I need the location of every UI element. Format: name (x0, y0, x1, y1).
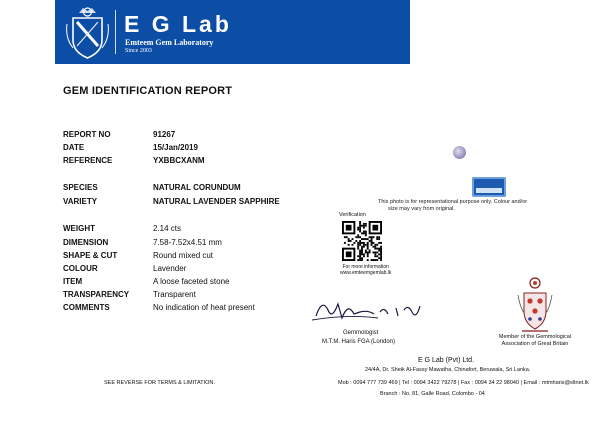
photo-disclaimer (378, 199, 527, 213)
verification-url[interactable]: www.emteemgemlab.lk (340, 270, 392, 276)
label-weight: WEIGHT (63, 224, 95, 233)
value-species: NATURAL CORUNDUM (153, 183, 241, 192)
value-colour: Lavender (153, 264, 187, 273)
label-date: DATE (63, 143, 85, 152)
label-reference: REFERENCE (63, 156, 113, 165)
label-species: SPECIES (63, 183, 98, 192)
value-transparency: Transparent (153, 290, 196, 299)
photo-disclaimer-line2: size may vary from original. (388, 206, 455, 212)
company-branch: Branch : No. 81, Galle Road, Colombo - 04 (380, 391, 485, 397)
hologram-seal (472, 177, 506, 197)
value-weight: 2.14 cts (153, 224, 182, 233)
verification-info-line1: For more information (342, 264, 389, 270)
gemmological-association-crest (516, 275, 554, 335)
value-variety: NATURAL LAVENDER SAPPHIRE (153, 197, 280, 206)
lab-header-banner (55, 0, 410, 64)
label-variety: VARIETY (63, 197, 98, 206)
verification-label: Verification (339, 212, 366, 218)
value-item: A loose faceted stone (153, 277, 230, 286)
gemmologist-signature (308, 292, 438, 328)
lab-full-name: Emteem Gem Laboratory (125, 38, 214, 47)
lab-name: E G Lab (124, 11, 232, 37)
report-title: GEM IDENTIFICATION REPORT (63, 85, 233, 97)
value-report-no: 91267 (153, 130, 176, 139)
label-report-no: REPORT NO (63, 130, 111, 139)
label-item: ITEM (63, 277, 83, 286)
membership-line1: Member of the Gemmological (498, 334, 572, 340)
photo-disclaimer-line1: This photo is for representational purpose only. Colour and/or (378, 199, 528, 205)
value-reference: YXBBCXANM (153, 156, 205, 165)
signatory-title: Gemmologist (343, 330, 379, 336)
label-dimension: DIMENSION (63, 238, 109, 247)
value-dimension: 7.58-7.52x4.51 mm (153, 238, 222, 247)
label-transparency: TRANSPARENCY (63, 290, 130, 299)
terms-notice: SEE REVERSE FOR TERMS & LIMITATION. (104, 380, 215, 386)
label-colour: COLOUR (63, 264, 98, 273)
brand-divider (115, 10, 116, 54)
company-contacts: Mob : 0094 777 739 469 | Tel : 0094 3422 79278 | Fax : 0094 34 22 98040 | Email : mtmharis@sltnet.lk (338, 380, 589, 386)
lab-crest-logo (65, 4, 110, 60)
company-address: 24/4A, Dr. Sheik Al-Fassy Mawatha, Chinafort, Beruwala, Sri Lanka. (365, 367, 531, 373)
signatory-name: M.T.M. Haris FGA (London) (322, 339, 396, 345)
gem-photo (453, 146, 466, 159)
company-name: E G Lab (Pvt) Ltd. (418, 357, 475, 364)
lab-since: Since 2003 (125, 48, 152, 54)
membership-line2: Association of Great Britain (501, 341, 569, 347)
verification-info (340, 264, 391, 276)
value-shape-cut: Round mixed cut (153, 251, 214, 260)
membership-text (491, 334, 579, 348)
label-shape-cut: SHAPE & CUT (63, 251, 118, 260)
value-comments: No indication of heat present (153, 303, 255, 312)
verification-qr-code[interactable] (342, 221, 382, 261)
label-comments: COMMENTS (63, 303, 110, 312)
value-date: 15/Jan/2019 (153, 143, 198, 152)
